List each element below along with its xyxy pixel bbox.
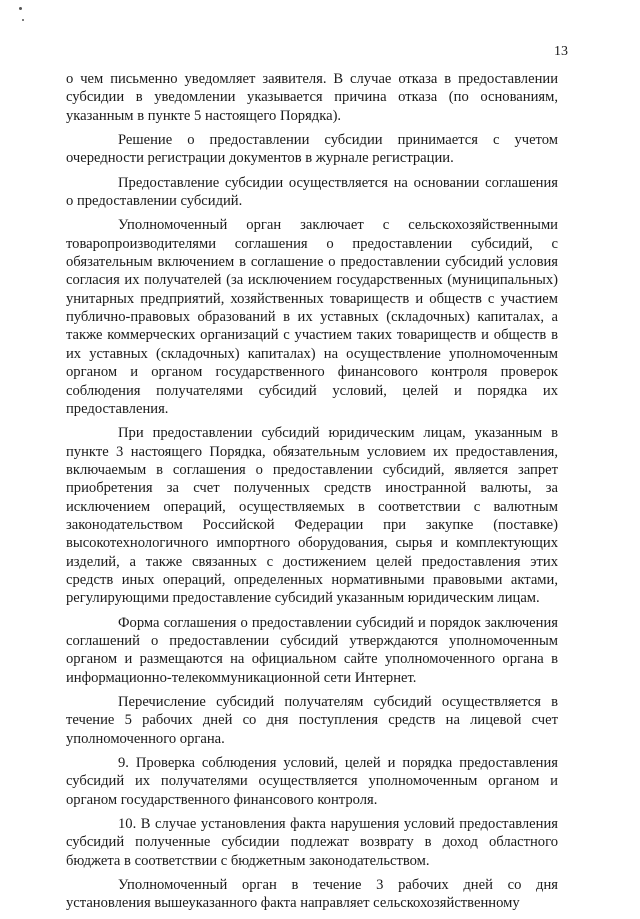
paragraph-continuation: о чем письменно уведомляет заявителя. В случае отказа в предоставлении субсидии в уведомлении указывается причина отказа (по основаниям, указанным в пункте 5 настоящего Порядка). <box>66 71 558 124</box>
paragraph-agreement-conclusion: Уполномоченный орган заключает с сельскохозяйственными товаропроизводителями соглашения о предоставлении субсидий, с обязательным включением в соглашение о предоставлении субсидий условия согласия их получателей (за исключением государственных (муниципальных) унитарных предприятий, хозяйственных товариществ и обществ с участием публично-правовых образований в их уставных (складочных) капиталах, а также коммерческих организаций с участием таких товариществ и обществ в их уставных (складочных) капиталах) на осуществление уполномоченным органом и органом государственного финансового контроля проверок соблюдения получателями субсидий условий, целей и порядка их предоставления. <box>66 217 558 417</box>
paragraph-notification: Уполномоченный орган в течение 3 рабочих дней со дня установления вышеуказанного факта направляет сельскохозяйственному <box>66 877 558 912</box>
paragraph-currency-ban: При предоставлении субсидий юридическим лицам, указанным в пункте 3 настоящего Порядка, обязательным условием их предоставления, включаемым в соглашения о предоставлении субсидий, является запрет приобретения за счет полученных средств иностранной валюты, за исключением операций, осуществляемых в соответствии с валютным законодательством Российской Федерации при закупке (поставке) высокотехнологичного импортного оборудования, сырья и комплектующих изделий, а также связанных с достижением целей предоставления этих средств иных операций, определенных нормативными правовыми актами, регулирующими предоставление субсидий указанным юридическим лицам. <box>66 425 558 607</box>
document-body <box>66 70 558 919</box>
paragraph-item-10: 10. В случае установления факта нарушения условий предоставления субсидий полученные субсидии подлежат возврату в доход областного бюджета в соответствии с бюджетным законодательством. <box>66 816 558 869</box>
scan-speck <box>22 19 24 21</box>
paragraph-item-9: 9. Проверка соблюдения условий, целей и порядка предоставления субсидий их получателями осуществляется уполномоченным органом и органом государственного финансового контроля. <box>66 755 558 808</box>
paragraph-decision: Решение о предоставлении субсидии принимается с учетом очередности регистрации документов в журнале регистрации. <box>66 132 558 167</box>
paragraph-agreement-form: Форма соглашения о предоставлении субсидий и порядок заключения соглашений о предоставлении субсидий утверждаются уполномоченным органом и размещаются на официальном сайте уполномоченного органа в информационно-телекоммуникационной сети Интернет. <box>66 614 558 686</box>
page-number: 13 <box>554 44 568 59</box>
paragraph-agreement-basis: Предоставление субсидии осуществляется на основании соглашения о предоставлении субсидий. <box>66 174 558 210</box>
scan-speck <box>19 7 22 10</box>
paragraph-transfer: Перечисление субсидий получателям субсидий осуществляется в течение 5 рабочих дней со дня поступления средств на лицевой счет уполномоченного органа. <box>66 694 558 747</box>
